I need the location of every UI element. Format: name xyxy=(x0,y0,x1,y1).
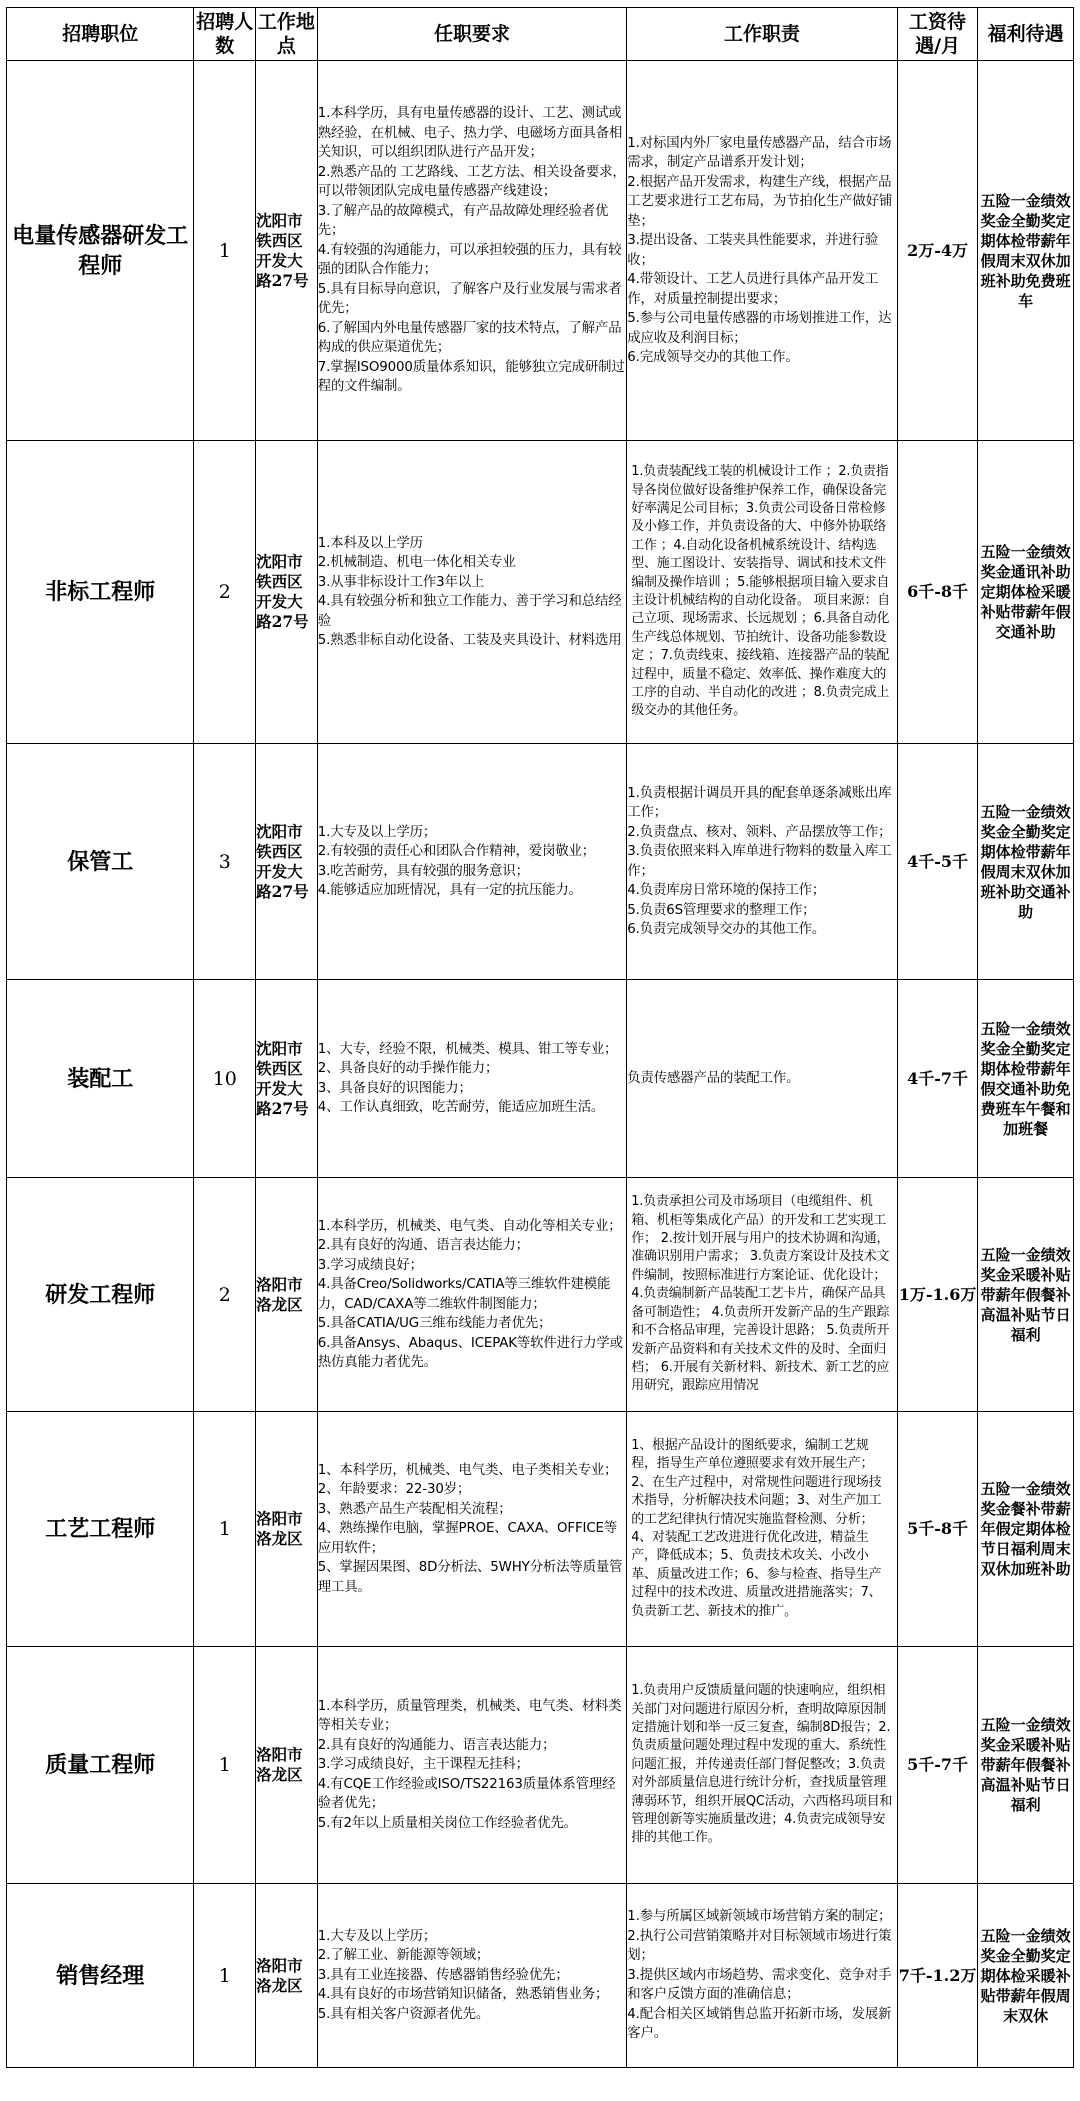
job-benefits: 五险一金绩效奖金全勤奖定期体检带薪年假交通补助免费班车午餐和加班餐 xyxy=(978,980,1074,1178)
job-title: 电量传感器研发工程师 xyxy=(7,61,194,441)
job-benefits: 五险一金绩效奖金全勤奖定期体检带薪年假周末双休加班补助交通补助 xyxy=(978,744,1074,980)
requirement-item: 5.具有相关客户资源者优先。 xyxy=(317,2006,490,2022)
job-title: 研发工程师 xyxy=(7,1178,194,1412)
responsibility-item: 6.完成领导交办的其他工作。 xyxy=(627,350,799,365)
responsibility-item: 5.参与公司电量传感器的市场划推进工作，达成应收及利润目标； xyxy=(627,311,892,346)
job-requirements xyxy=(317,980,627,1178)
job-count: 1 xyxy=(194,1884,256,2068)
header-benefits: 福利待遇 xyxy=(978,8,1074,61)
requirement-item: 2、具备良好的动手操作能力； xyxy=(317,1061,499,1076)
job-requirements xyxy=(317,1178,627,1412)
requirement-item: 6.了解国内外电量传感器厂家的技术特点，了解产品构成的供应渠道优先； xyxy=(317,320,622,356)
requirement-item: 2.有较强的责任心和团队合作精神，爱岗敬业； xyxy=(317,844,596,859)
requirement-item: 1.大专及以上学历； xyxy=(317,1928,437,1944)
job-location: 洛阳市洛龙区 xyxy=(256,1647,318,1884)
requirement-item: 1.本科学历，质量管理类，机械类、电气类、材料类等相关专业； xyxy=(317,1698,622,1734)
requirement-item: 4.具有较强分析和独立工作能力、善于学习和总结经验 xyxy=(317,594,622,629)
job-responsibilities xyxy=(627,61,898,441)
job-responsibilities xyxy=(627,1884,898,2068)
requirement-item: 5.有2年以上质量相关岗位工作经验者优先。 xyxy=(317,1815,577,1831)
job-benefits: 五险一金绩效奖金全勤奖定期体检采暖补贴带薪年假周末双休 xyxy=(978,1884,1074,2068)
job-title: 销售经理 xyxy=(7,1884,194,2068)
header-count: 招聘人数 xyxy=(194,8,256,61)
job-table xyxy=(6,7,1074,2068)
header-salary: 工资待遇/月 xyxy=(897,8,978,61)
requirement-item: 6.具备Ansys、Abaqus、ICEPAK等软件进行力学或热仿真能力者优先。 xyxy=(317,1335,623,1370)
requirement-item: 3、熟悉产品生产装配相关流程； xyxy=(317,1501,512,1517)
requirement-item: 5、掌握因果图、8D分析法、5WHY分析法等质量管理工具。 xyxy=(317,1560,623,1595)
header-requirements: 任职要求 xyxy=(317,8,627,61)
job-salary: 4千-5千 xyxy=(897,744,978,980)
table-row xyxy=(7,744,1074,980)
requirement-item: 4.具有良好的市场营销知识储备，熟悉销售业务； xyxy=(317,1987,609,2003)
requirement-item: 1、大专，经验不限，机械类、模具、钳工等专业； xyxy=(317,1041,618,1057)
requirement-item: 3、具备良好的识图能力； xyxy=(317,1080,472,1096)
job-requirements xyxy=(317,1884,627,2068)
job-salary: 5千-7千 xyxy=(897,1647,978,1884)
job-salary: 4千-7千 xyxy=(897,980,978,1178)
responsibility-item: 6.负责完成领导交办的其他工作。 xyxy=(627,922,826,937)
job-requirements xyxy=(317,1647,627,1884)
requirement-item: 4、熟练操作电脑，掌握PROE、CAXA、OFFICE等应用软件； xyxy=(317,1521,618,1556)
job-location: 沈阳市铁西区开发大路27号 xyxy=(256,441,318,744)
job-location: 沈阳市铁西区开发大路27号 xyxy=(256,61,318,441)
requirement-item: 4.有CQE工作经验或ISO/TS22163质量体系管理经验者优先； xyxy=(317,1776,616,1812)
job-benefits: 五险一金绩效奖金餐补带薪年假定期体检节日福利周末双休加班补助 xyxy=(978,1412,1074,1647)
requirement-item: 1.本科学历，具有电量传感器的设计、工艺、测试或熟经验，在机械、电子、热力学、电磁场方面具备相关知识，可以组织团队进行产品开发； xyxy=(317,106,623,161)
requirement-item: 3.从事非标设计工作3年以上 xyxy=(317,574,485,590)
requirement-item: 2.具有良好的沟通、语言表达能力； xyxy=(317,1238,529,1253)
job-benefits: 五险一金绩效奖金采暖补贴带薪年假餐补高温补贴节日福利 xyxy=(978,1178,1074,1412)
responsibility-item: 3.提出设备、工装夹具性能要求，并进行验收； xyxy=(627,233,879,268)
job-requirements xyxy=(317,1412,627,1647)
responsibility-item: 2.根据产品开发需求，构建生产线，根据产品工艺要求进行工艺布局，为节拍化生产做好铺垫； xyxy=(627,174,893,229)
requirement-item: 2.具有良好的沟通能力、语言表达能力； xyxy=(317,1737,556,1753)
requirement-item: 5.具有目标导向意识，了解客户及行业发展与需求者优先； xyxy=(317,281,622,317)
requirement-item: 2、年龄要求：22-30岁； xyxy=(317,1482,471,1498)
requirement-item: 1、本科学历，机械类、电气类、电子类相关专业； xyxy=(317,1462,618,1478)
job-benefits: 五险一金绩效奖金通讯补助定期体检采暖补贴带薪年假交通补助 xyxy=(978,441,1074,744)
responsibility-item: 1.负责根据计调员开具的配套单逐条减账出库工作； xyxy=(627,785,892,820)
header-responsibilities: 工作职责 xyxy=(627,8,898,61)
responsibility-item: 1.负责承担公司及市场项目（电缆组件、机箱、机柜等集成化产品）的开发和工艺实现工作； 2.按计划开展与用户的技术协调和沟通，准确识别用户需求； 3.负责方案设计及技术文件编制，按照标准进行方案论证、优化设计； 4.负责编制新产品装配工艺卡片，确保产品具备可制造性； 4.负责所开发新产品的生产跟踪和不合格品审理，完善设计思路； 5.负责所开发新产品资料和有关技术文件的及时、全面归档； 6.开展有关新材料、新技术、新工艺的应用研究，跟踪应用情况 xyxy=(631,1194,890,1394)
job-count: 10 xyxy=(194,980,256,1178)
job-requirements xyxy=(317,441,627,744)
responsibility-item: 1.负责装配线工装的机械设计工作 ；2.负责指导各岗位做好设备维护保养工作，确保设备完好率满足公司目标；3.负责公司设备日常检修及小修工作，并负责设备的大、中修外协联络工作 ；4.自动化设备机械系统设计、结构选型、施工图设计、安装指导、调试和技术文件编制及操作培训 ；5.能够根据项目输入要求自主设计机械结构的自动化设备。 项目来源：自己立项、现场需求、长远规划 ；6.具备自动化生产线总体规划、节拍统计、设备功能参数设定 ；7.负责线束、接线箱、连接器产品的装配过程中，质量不稳定、效率低、操作难度大的工序的自动、半自动化的改进 ；8.负责完成上级交办的其他任务。 xyxy=(631,464,891,719)
requirement-item: 3.了解产品的故障模式，有产品故障处理经验者优先； xyxy=(317,203,609,239)
responsibility-item: 1.负责用户反馈质量问题的快速响应，组织相关部门对问题进行原因分析，查明故障原因制定措施计划和举一反三复查，编制8D报告；2.负责质量问题处理过程中发现的重大、系统性问题汇报，并传递责任部门督促整改；3.负责对外部质量信息进行统计分析，查找质量管理薄弱环节，组织开展QC活动，六西格玛项目和管理创新等实施质量改进；4.负责完成领导安排的其他工作。 xyxy=(631,1683,893,1846)
responsibility-item: 1.对标国内外厂家电量传感器产品，结合市场需求，制定产品谱系开发计划； xyxy=(627,135,892,170)
job-location: 沈阳市铁西区开发大路27号 xyxy=(256,980,318,1178)
job-salary: 5千-8千 xyxy=(897,1412,978,1647)
job-responsibilities xyxy=(627,1178,898,1412)
job-responsibilities xyxy=(627,980,898,1178)
responsibility-item: 1、根据产品设计的图纸要求，编制工艺规程，指导生产单位遵照要求有效开展生产；2、在生产过程中，对常规性问题进行现场技术指导，分析解决技术问题；3、对生产加工的工艺纪律执行情况实施监督检测、分析；4、对装配工艺改进进行优化改进，精益生产，降低成本；5、负责技术攻关、小改小革、质量改进工作；6、参与检查、指导生产过程中的技术改进、质量改进措施落实；7、负责新工艺、新技术的推广。 xyxy=(631,1437,882,1619)
responsibility-item: 4.带领设计、工艺人员进行具体产品开发工作，对质量控制提出要求； xyxy=(627,272,879,307)
job-benefits: 五险一金绩效奖金采暖补贴带薪年假餐补高温补贴节日福利 xyxy=(978,1647,1074,1884)
table-row xyxy=(7,980,1074,1178)
job-location: 沈阳市铁西区开发大路27号 xyxy=(256,744,318,980)
job-count: 1 xyxy=(194,1647,256,1884)
responsibility-item: 2.负责盘点、核对、领料、产品摆放等工作； xyxy=(627,824,892,840)
table-row xyxy=(7,61,1074,441)
job-count: 3 xyxy=(194,744,256,980)
requirement-item: 1.大专及以上学历； xyxy=(317,824,437,840)
requirement-item: 1.本科及以上学历 xyxy=(317,535,423,551)
job-count: 2 xyxy=(194,441,256,744)
table-row xyxy=(7,441,1074,744)
requirement-item: 2.机械制造、机电一体化相关专业 xyxy=(317,555,516,570)
table-row xyxy=(7,1412,1074,1647)
job-requirements xyxy=(317,744,627,980)
job-title: 工艺工程师 xyxy=(7,1412,194,1647)
job-title: 质量工程师 xyxy=(7,1647,194,1884)
requirement-item: 5.具备CATIA/UG三维布线能力者优先； xyxy=(317,1316,552,1331)
requirement-item: 4、工作认真细致，吃苦耐劳，能适应加班生活。 xyxy=(317,1100,605,1115)
requirement-item: 5.熟悉非标自动化设备、工装及夹具设计、材料选用 xyxy=(317,633,622,648)
requirement-item: 7.掌握ISO9000质量体系知识，能够独立完成研制过程的文件编制。 xyxy=(317,359,625,395)
requirement-item: 3.具有工业连接器、传感器销售经验优先； xyxy=(317,1967,569,1983)
job-title: 保管工 xyxy=(7,744,194,980)
job-location: 洛阳市洛龙区 xyxy=(256,1178,318,1412)
job-salary: 6千-8千 xyxy=(897,441,978,744)
table-row xyxy=(7,1647,1074,1884)
job-benefits: 五险一金绩效奖金全勤奖定期体检带薪年假周末双休加班补助免费班车 xyxy=(978,61,1074,441)
job-count: 1 xyxy=(194,1412,256,1647)
requirement-item: 2.了解工业、新能源等领域； xyxy=(317,1948,490,1964)
requirement-item: 1.本科学历，机械类、电气类、自动化等相关专业； xyxy=(317,1218,622,1234)
responsibility-item: 3.提供区域内市场趋势、需求变化、竞争对手和客户反馈方面的准确信息； xyxy=(627,1967,892,2003)
job-salary: 2万-4万 xyxy=(897,61,978,441)
job-location: 洛阳市洛龙区 xyxy=(256,1412,318,1647)
table-row xyxy=(7,1884,1074,2068)
job-salary: 1万-1.6万 xyxy=(897,1178,978,1412)
requirement-item: 4.能够适应加班情况，具有一定的抗压能力。 xyxy=(317,883,582,898)
responsibility-item: 5.负责6S管理要求的整理工作； xyxy=(627,902,816,918)
job-salary: 7千-1.2万 xyxy=(897,1884,978,2068)
job-count: 2 xyxy=(194,1178,256,1412)
responsibility-item: 3.负责依照来料入库单进行物料的数量入库工作； xyxy=(627,844,892,879)
header-row xyxy=(7,8,1074,61)
requirement-item: 3.学习成绩良好，主干课程无挂科； xyxy=(317,1757,529,1773)
job-responsibilities xyxy=(627,1647,898,1884)
job-title: 装配工 xyxy=(7,980,194,1178)
job-responsibilities xyxy=(627,744,898,980)
responsibility-item: 2.执行公司营销策略并对目标领域市场进行策划； xyxy=(627,1928,892,1964)
job-responsibilities xyxy=(627,441,898,744)
table-row xyxy=(7,1178,1074,1412)
job-title: 非标工程师 xyxy=(7,441,194,744)
job-location: 洛阳市洛龙区 xyxy=(256,1884,318,2068)
requirement-item: 2.熟悉产品的 工艺路线、工艺方法、相关设备要求，可以带领团队完成电量传感器产线建设； xyxy=(317,164,626,200)
job-requirements xyxy=(317,61,627,441)
header-position: 招聘职位 xyxy=(7,8,194,61)
requirement-item: 4.有较强的沟通能力，可以承担较强的压力，具有较强的团队合作能力； xyxy=(317,242,622,278)
responsibility-item: 负责传感器产品的装配工作。 xyxy=(627,1070,800,1086)
header-location: 工作地点 xyxy=(256,8,318,61)
job-count: 1 xyxy=(194,61,256,441)
requirement-item: 3.吃苦耐劳，具有较强的服务意识； xyxy=(317,863,529,879)
responsibility-item: 1.参与所属区域新领域市场营销方案的制定； xyxy=(627,1909,892,1925)
responsibility-item: 4.配合相关区域销售总监开拓新市场，发展新客户。 xyxy=(627,2006,892,2042)
requirement-item: 3.学习成绩良好； xyxy=(317,1257,423,1273)
job-responsibilities xyxy=(627,1412,898,1647)
requirement-item: 4.具备Creo/Solidworks/CATIA等三维软件建模能力，CAD/CAXA等二维软件制图能力； xyxy=(317,1277,611,1312)
responsibility-item: 4.负责库房日常环境的保持工作； xyxy=(627,883,826,898)
